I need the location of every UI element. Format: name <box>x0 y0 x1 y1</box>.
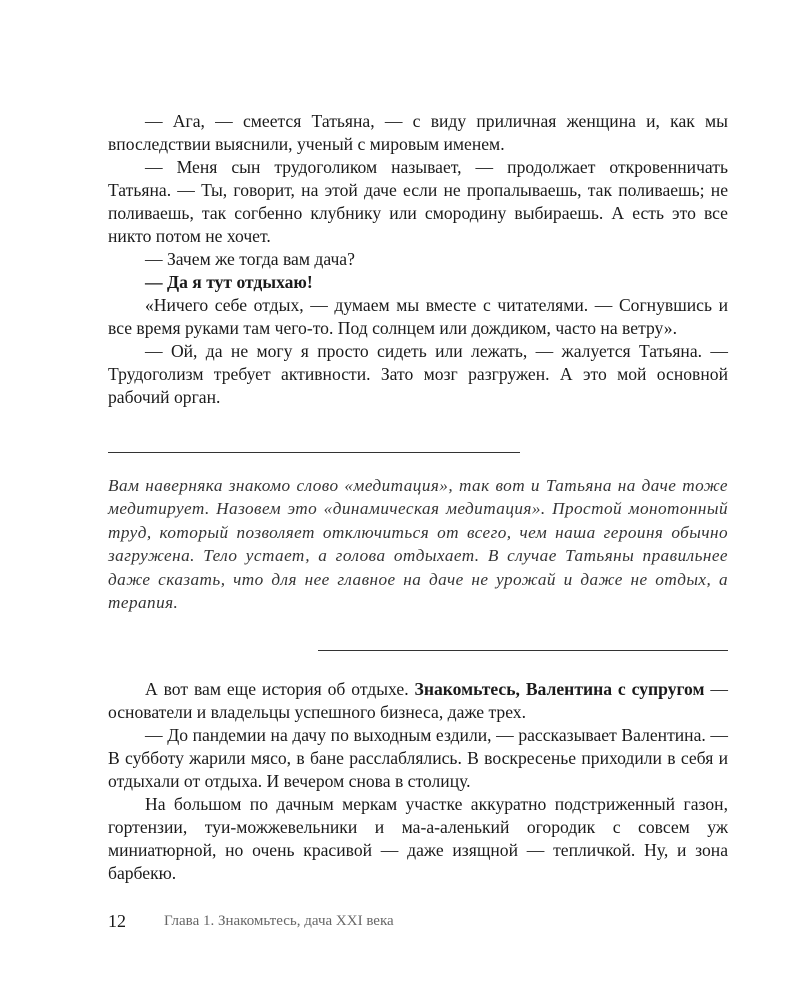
paragraph: — До пандемии на дачу по выходным ездили, — рассказывает Валентина. — В субботу жарили мясо, в бане расслаблялись. В воскресенье приходили в себя и отдыхали от отдыха. И вечером снова в столицу. <box>108 725 728 791</box>
paragraph: — Зачем же тогда вам дача? <box>145 249 355 269</box>
paragraph: — Ой, да не могу я просто сидеть или лежать, — жалуется Татьяна. — Трудоголизм требует активности. Зато мозг разгружен. А это мой основной рабочий орган. <box>108 341 728 407</box>
paragraph-tail: — основатели и владельцы успешного бизнеса, даже трех. <box>108 679 728 722</box>
bold-highlight: Знакомьтесь, Валентина с супругом <box>414 679 705 699</box>
divider-top <box>108 452 520 453</box>
paragraph: «Ничего себе отдых, — думаем мы вместе с читателями. — Согнувшись и все время руками там чего-то. Под солнцем или дождиком, часто на ветру». <box>108 295 728 338</box>
paragraph <box>108 678 728 724</box>
running-head: Глава 1. Знакомьтесь, дача XXI века <box>164 913 394 929</box>
divider-bottom <box>318 650 728 651</box>
aside-text: Вам наверняка знакомо слово «медитация», так вот и Татьяна на даче тоже медитирует. Назовем это «динамическая медитация». Простой монотонный труд, который позволяет отключиться от всего, чем наша героиня обычно загружена. Тело устает, а голова отдыхает. В случае Татьяны правильнее даже сказать, что для нее главное на даче не урожай и даже не отдых, а терапия. <box>108 476 728 613</box>
bold-dialogue: — Да я тут отдыхаю! <box>145 272 313 292</box>
paragraph: На большом по дачным меркам участке аккуратно подстриженный газон, гортензии, туи-можжевельники и ма-а-аленький огородик с совсем уж миниатюрной, но очень красивой — даже изящной — тепличкой. Ну, и зона барбекю. <box>108 794 728 883</box>
paragraph-lead: А вот вам еще история об отдыхе. <box>145 679 415 699</box>
page-number: 12 <box>108 911 126 931</box>
book-page <box>108 0 728 1000</box>
body-text-top <box>108 110 728 409</box>
italic-aside <box>108 474 728 614</box>
paragraph: — Меня сын трудоголиком называет, — продолжает откровенничать Татьяна. — Ты, говорит, на этой даче если не пропалываешь, так поливаешь; не поливаешь, так согбенно клубнику или смородину выбираешь. А есть это все никто потом не хочет. <box>108 157 728 246</box>
paragraph: — Ага, — смеется Татьяна, — с виду приличная женщина и, как мы впоследствии выяснили, ученый с мировым именем. <box>108 111 728 154</box>
page-footer <box>108 911 394 932</box>
paragraph-bold <box>108 271 728 294</box>
body-text-bottom <box>108 678 728 885</box>
